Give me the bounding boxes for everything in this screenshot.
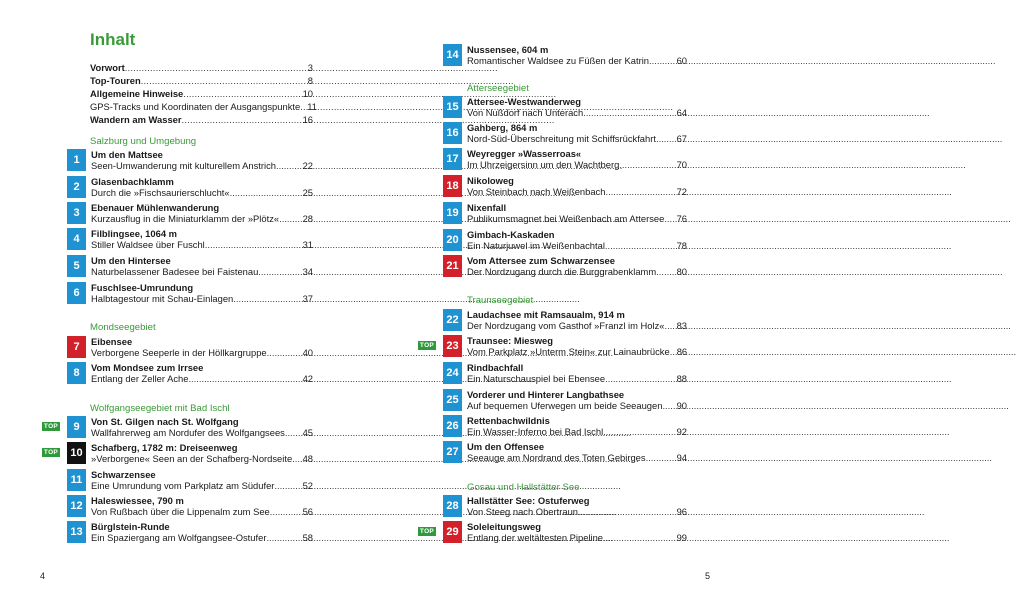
tour-title: Vom Attersee zum Schwarzensee [467,255,615,266]
tour-subtitle: »Verborgene« Seen an der Schafberg-Nordseite [91,453,293,464]
tour-subtitle: Ein Spaziergang am Wolfgangsee-Ostufer [91,532,267,543]
tour-title: Hallstätter See: Ostuferweg [467,495,590,506]
front-matter-item[interactable]: Allgemeine Hinweise ..... 10 [90,88,313,101]
toc-entry[interactable] [443,521,687,543]
front-matter-item[interactable]: Wandern am Wasser ..... 16 [90,114,313,127]
tour-title: Gimbach-Kaskaden [467,229,555,240]
toc-entry[interactable] [443,202,687,224]
tour-number-badge: 24 [443,362,462,384]
tour-subtitle: Romantischer Waldsee zu Füßen der Katrin [467,55,650,66]
tour-title: Glasenbachklamm [91,176,174,187]
tour-title: Fuschlsee-Umrundung [91,282,194,293]
tour-subtitle: Vom Parkplatz »Unterm Stein« zur Lainaubrücke [467,346,670,357]
tour-subtitle: Ein Wasser-Inferno bei Bad Ischl [467,426,604,437]
tour-subtitle: Entlang der Zeller Ache [91,373,189,384]
tour-number-badge: 10 [67,442,86,464]
section-heading: Mondseegebiet [90,322,156,333]
tour-title: Gahberg, 864 m [467,122,538,133]
tour-number-badge: 7 [67,336,86,358]
tour-subtitle: Publikumsmagnet bei Weißenbach am Attersee [467,213,665,224]
tour-number-badge: 28 [443,495,462,517]
toc-entry[interactable] [67,176,313,198]
section-heading: Salzburg und Umgebung [90,136,197,147]
tour-subtitle: Naturbelassener Badesee bei Faistenau [91,266,259,277]
tour-title: Vom Mondsee zum Irrsee [91,362,204,373]
tour-subtitle: Der Nordzugang durch die Burggrabenklamm [467,266,657,277]
tour-number-badge: 19 [443,202,462,224]
tour-number-badge: 26 [443,415,462,437]
toc-entry[interactable] [443,255,687,277]
tour-title: Rindbachfall [467,362,524,373]
section-heading: Gosau und Hallstätter See [467,482,580,493]
tour-number-badge: 15 [443,96,462,118]
tour-title: Eibensee [91,336,133,347]
tour-page: 22 [302,160,313,171]
tour-subtitle: Seen-Umwanderung mit kulturellem Anstrich [91,160,276,171]
tour-subtitle: Ein Naturjuwel im Weißenbachtal [467,240,605,251]
page-number: 5 [705,571,711,581]
tour-number-badge: 29 [443,521,462,543]
toc-entry[interactable] [67,149,313,171]
tour-page: 72 [676,186,687,197]
tour-page: 40 [302,347,313,358]
tour-title: Nikoloweg [467,175,514,186]
tour-page: 86 [676,346,688,357]
tour-page: 31 [302,239,313,250]
tour-page: 52 [302,480,313,491]
tour-page: 28 [302,213,313,224]
tour-page: 88 [676,373,687,384]
toc-entry[interactable] [67,228,313,250]
tour-page: 34 [302,266,313,277]
tour-title: Weyregger »Wasserroas« [467,148,582,159]
top-tour-badge: TOP [419,342,435,349]
tour-number-badge: 12 [67,495,86,517]
tour-number-badge: 20 [443,229,462,251]
tour-subtitle: Der Nordzugang vom Gasthof »Franzl im Holz« [467,320,665,331]
tour-title: Haleswiessee, 790 m [91,495,184,506]
tour-title: Um den Hintersee [91,255,171,266]
tour-title: Bürglstein-Runde [91,521,170,532]
tour-number-badge: 27 [443,441,462,463]
tour-title: Soleleitungsweg [467,521,541,532]
tour-number-badge: 5 [67,255,86,277]
tour-subtitle: Stiller Waldsee über Fuschl [91,239,205,250]
toc-entry[interactable] [443,44,687,66]
section-heading: Traunseegebiet [467,295,534,306]
tour-page: 64 [676,107,687,118]
tour-subtitle: Von Nußdorf nach Unterach [467,107,584,118]
toc-entry[interactable] [443,389,687,411]
tour-page: 78 [676,240,687,251]
tour-number-badge: 2 [67,176,86,198]
top-tour-badge: TOP [43,449,59,456]
tour-page: 90 [676,400,687,411]
page-title: Inhalt [90,30,136,49]
tour-title: Filblingsee, 1064 m [91,228,177,239]
tour-page: 92 [676,426,687,437]
tour-page: 48 [302,453,313,464]
tour-number-badge: 6 [67,282,86,304]
left-page [0,0,375,600]
tour-page: 42 [302,373,313,384]
front-matter-list [90,62,317,127]
tour-subtitle: Entlang der weltältesten Pipeline [467,532,604,543]
tour-subtitle: Seeauge am Nordrand des Toten Gebirges [467,452,646,463]
tour-title: Attersee-Westwanderweg [467,96,581,107]
tour-subtitle: Verborgene Seeperle in der Höllkargruppe [91,347,267,358]
toc-entry[interactable] [443,175,687,197]
front-matter-item[interactable]: Top-Touren ..... 8 [90,75,313,88]
toc-entry[interactable] [443,441,687,463]
toc-entry[interactable] [443,309,687,331]
toc-entry[interactable] [67,336,313,358]
tour-number-badge: 3 [67,202,86,224]
tour-title: Rettenbachwildnis [467,415,550,426]
front-matter-item[interactable]: Vorwort ..... 3 [90,62,313,75]
tour-title: Von St. Gilgen nach St. Wolfgang [91,416,239,427]
page-number: 4 [40,571,46,581]
tour-page: 56 [302,506,313,517]
tour-page: 96 [676,506,687,517]
tour-subtitle: Von Steinbach nach Weißenbach [467,186,606,197]
tour-title: Nixenfall [467,202,507,213]
tour-number-badge: 16 [443,122,462,144]
toc-entry[interactable] [443,415,687,437]
tour-page: 60 [676,55,687,66]
tour-number-badge: 17 [443,148,462,170]
top-tour-badge: TOP [43,423,59,430]
tour-number-badge: 13 [67,521,86,543]
toc-entry[interactable] [67,202,313,224]
tour-page: 76 [676,213,687,224]
toc-entry[interactable] [443,362,687,384]
tour-subtitle: Halbtagestour mit Schau-Einlagen [91,293,234,304]
tour-page: 37 [302,293,313,304]
tour-title: Schwarzensee [91,469,156,480]
tour-subtitle: Nord-Süd-Überschreitung mit Schiffsrückfahrt [467,133,656,144]
toc-entry[interactable] [443,148,687,170]
toc-entry[interactable] [67,416,313,438]
tour-page: 67 [676,133,687,144]
toc-entry[interactable] [443,122,687,144]
toc-entry[interactable] [67,255,313,277]
tour-title: Nussensee, 604 m [467,44,549,55]
section-heading: Wolfgangseegebiet mit Bad Ischl [90,403,230,414]
tour-number-badge: 18 [443,175,462,197]
tour-number-badge: 22 [443,309,462,331]
toc-entry[interactable] [67,469,313,491]
tour-page: 58 [302,532,313,543]
tour-number-badge: 4 [67,228,86,250]
tour-page: 99 [676,532,687,543]
toc-entry[interactable] [67,442,313,464]
tour-page: 45 [302,427,313,438]
tour-page: 80 [676,266,687,277]
right-page [375,0,750,600]
tour-page: 83 [676,320,687,331]
tour-number-badge: 1 [67,149,86,171]
tour-subtitle: Eine Umrundung vom Parkplatz am Südufer [91,480,275,491]
toc-entry[interactable] [443,495,687,517]
tour-number-badge: 8 [67,362,86,384]
tour-subtitle: Durch die »Fischsaurierschlucht« [91,187,230,198]
tour-number-badge: 25 [443,389,462,411]
front-matter-item[interactable]: GPS-Tracks und Koordinaten der Ausgangspunkte ..... 11 [90,101,313,114]
tour-title: Traunsee: Miesweg [467,335,553,346]
top-tour-badge: TOP [419,528,435,535]
tour-page: 70 [676,159,687,170]
tour-subtitle: Im Uhrzeigersinn um den Wachtberg [467,159,620,170]
toc-entry[interactable] [67,521,313,543]
tour-subtitle: Kurzausflug in die Miniaturklamm der »Plötz« [91,213,280,224]
toc-entry[interactable] [443,96,687,118]
toc-entry[interactable] [67,495,313,517]
tour-number-badge: 23 [443,335,462,357]
tour-title: Schafberg, 1782 m: Dreiseenweg [91,442,238,453]
tour-number-badge: 14 [443,44,462,66]
section-heading: Atterseegebiet [467,83,529,94]
tour-title: Laudachsee mit Ramsaualm, 914 m [467,309,625,320]
toc-entry[interactable] [67,362,313,384]
toc-entry[interactable] [443,335,687,357]
tour-page: 94 [676,452,687,463]
tour-number-badge: 21 [443,255,462,277]
toc-entry[interactable] [443,229,687,251]
tour-title: Um den Mattsee [91,149,163,160]
tour-number-badge: 9 [67,416,86,438]
tour-page: 25 [302,187,313,198]
tour-title: Um den Offensee [467,441,545,452]
tour-subtitle: Wallfahrerweg am Nordufer des Wolfgangsees [91,427,285,438]
tour-title: Ebenauer Mühlenwanderung [91,202,220,213]
tour-number-badge: 11 [67,469,86,491]
tour-subtitle: Auf bequemen Uferwegen um beide Seeaugen [467,400,663,411]
tour-subtitle: Ein Naturschauspiel bei Ebensee [467,373,606,384]
tour-title: Vorderer und Hinterer Langbathsee [467,389,625,400]
toc-entry[interactable] [67,282,313,304]
tour-subtitle: Von Steeg nach Obertraun [467,506,579,517]
tour-subtitle: Von Rußbach über die Lippenalm zum See [91,506,270,517]
